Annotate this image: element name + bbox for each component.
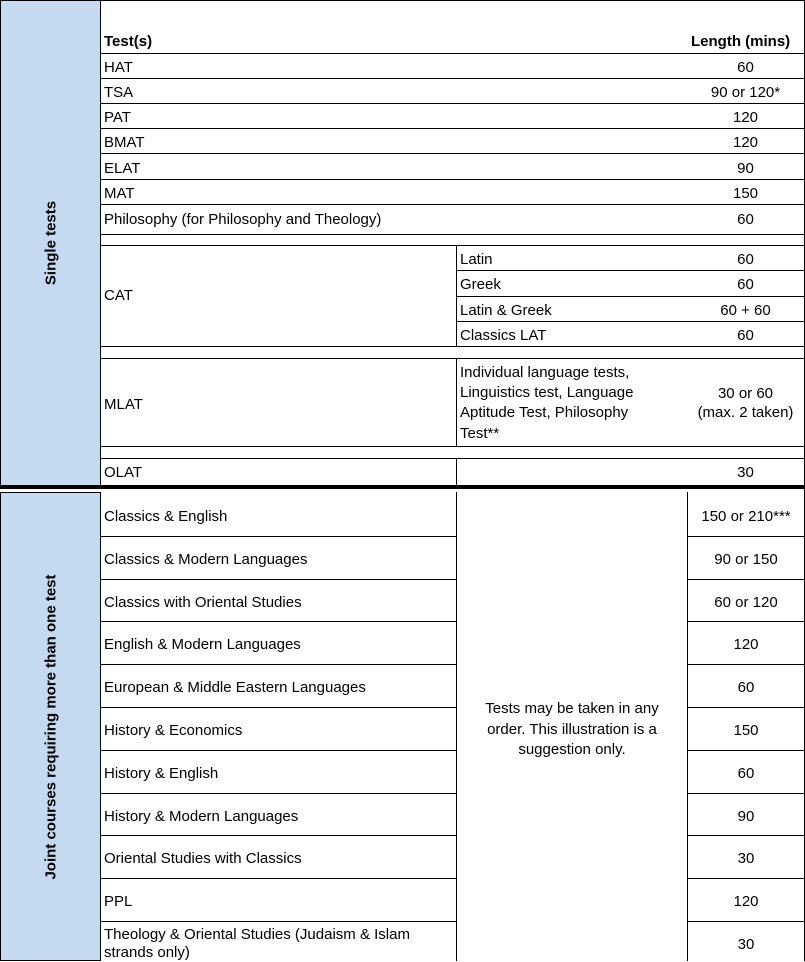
- row-line: [688, 621, 805, 622]
- row-line: [457, 296, 805, 297]
- row-line: [100, 78, 805, 79]
- row-line: [688, 750, 805, 751]
- joint-course-name: Classics & Modern Languages: [104, 550, 308, 568]
- top-border: [100, 0, 805, 1]
- single-test-length: 60: [737, 211, 754, 228]
- single-test-name: TSA: [104, 84, 134, 101]
- joint-course-name: English & Modern Languages: [104, 636, 301, 654]
- cat-part-name: Greek: [460, 276, 501, 293]
- row-line: [100, 621, 456, 622]
- single-test-length: 150: [732, 185, 759, 202]
- row-line: [100, 446, 805, 447]
- row-line: [100, 103, 805, 104]
- row-line: [100, 707, 456, 708]
- mlat-desc-4: Test**: [460, 425, 500, 442]
- cat-part-name: Classics LAT: [460, 327, 547, 344]
- joint-course-name: Classics & English: [104, 508, 228, 525]
- mlat-length-2: (max. 2 taken): [697, 404, 794, 421]
- joint-course-length: 150 or 210***: [701, 508, 791, 525]
- joint-course-length: 60 or 120: [714, 593, 778, 611]
- row-line: [457, 270, 805, 271]
- joint-course-length: 90 or 150: [714, 550, 778, 568]
- row-line: [100, 793, 456, 794]
- mlat-desc-3: Aptitude Test, Philosophy: [460, 404, 629, 421]
- row-line: [100, 878, 456, 879]
- olat-length: 30: [737, 464, 754, 481]
- joint-course-length: 30: [737, 936, 755, 953]
- olat-test: OLAT: [104, 464, 143, 481]
- cat-part-name: Latin: [460, 251, 493, 268]
- joint-course-name: PPL: [104, 893, 133, 911]
- cat-test: CAT: [104, 287, 133, 304]
- joint-course-length: 120: [733, 893, 759, 911]
- cat-part-length: 60: [737, 276, 754, 293]
- joint-course-length: 150: [733, 722, 759, 739]
- row-line: [688, 793, 805, 794]
- joint-note-1: Tests may be taken in any: [485, 700, 659, 717]
- header-test: Test(s): [104, 33, 153, 50]
- row-line: [688, 579, 805, 580]
- joint-course-name: Theology & Oriental Studies (Judaism & Islam strands only): [104, 926, 410, 961]
- single-test-name: ELAT: [104, 160, 141, 177]
- row-line: [100, 245, 805, 246]
- row-line: [100, 921, 456, 922]
- joint-course-length: 90: [737, 807, 755, 825]
- row-line: [100, 664, 456, 665]
- single-test-length: 60: [737, 59, 754, 76]
- cat-part-name: Latin & Greek: [460, 302, 552, 319]
- single-test-name: HAT: [104, 59, 133, 76]
- cat-part-length: 60: [737, 251, 754, 268]
- joint-course-length: 120: [733, 636, 759, 654]
- joint-course-name: History & Modern Languages: [104, 807, 299, 825]
- joint-course-name: European & Middle Eastern Languages: [104, 679, 366, 697]
- row-line: [100, 234, 805, 235]
- joint-note-3: suggestion only.: [518, 741, 626, 758]
- row-line: [688, 664, 805, 665]
- row-line: [100, 179, 805, 180]
- single-test-name: MAT: [104, 185, 135, 202]
- joint-course-name: Classics with Oriental Studies: [104, 593, 302, 611]
- col-line: [456, 458, 457, 486]
- mlat-desc-1: Individual language tests,: [460, 364, 630, 381]
- joint-course-name: History & Economics: [104, 722, 243, 739]
- joint-course-name: History & English: [104, 764, 219, 782]
- single-test-length: 90 or 120*: [710, 84, 781, 101]
- row-line: [688, 707, 805, 708]
- row-line: [100, 750, 456, 751]
- mlat-desc-2: Linguistics test, Language: [460, 384, 634, 401]
- row-line: [100, 128, 805, 129]
- single-test-length: 120: [732, 134, 759, 151]
- row-line: [100, 204, 805, 205]
- row-line: [100, 153, 805, 154]
- cat-part-length: 60 + 60: [720, 302, 771, 319]
- single-test-name: BMAT: [104, 134, 145, 151]
- row-line: [100, 579, 456, 580]
- joint-note-2: order. This illustration is a: [487, 721, 657, 738]
- row-line: [688, 878, 805, 879]
- single-test-length: 90: [737, 160, 754, 177]
- section-label-joint: [0, 492, 101, 961]
- row-line: [457, 321, 805, 322]
- joint-course-name: Oriental Studies with Classics: [104, 850, 302, 868]
- row-line: [688, 835, 805, 836]
- header-length: Length (mins): [691, 33, 791, 50]
- row-line: [100, 536, 456, 537]
- single-test-length: 120: [732, 109, 759, 126]
- mlat-length-1: 30 or 60: [717, 385, 774, 402]
- section-label-single: [0, 0, 101, 486]
- row-line: [100, 53, 805, 54]
- row-line: [100, 358, 805, 359]
- section-divider: [0, 485, 805, 489]
- row-line: [100, 835, 456, 836]
- row-line: [688, 921, 805, 922]
- joint-course-length: 60: [737, 679, 755, 697]
- row-line: [100, 458, 805, 459]
- section-label-single-text: Single tests: [42, 200, 59, 286]
- mlat-test: MLAT: [104, 396, 143, 413]
- single-test-name: Philosophy (for Philosophy and Theology): [104, 211, 382, 228]
- joint-course-length: 30: [737, 850, 755, 868]
- single-test-name: PAT: [104, 109, 131, 126]
- row-line: [688, 536, 805, 537]
- cat-part-length: 60: [737, 327, 754, 344]
- col-line: [456, 358, 457, 446]
- row-line: [100, 346, 805, 347]
- joint-course-length: 60: [737, 764, 755, 782]
- section-label-joint-text: Joint courses requiring more than one test: [42, 573, 59, 880]
